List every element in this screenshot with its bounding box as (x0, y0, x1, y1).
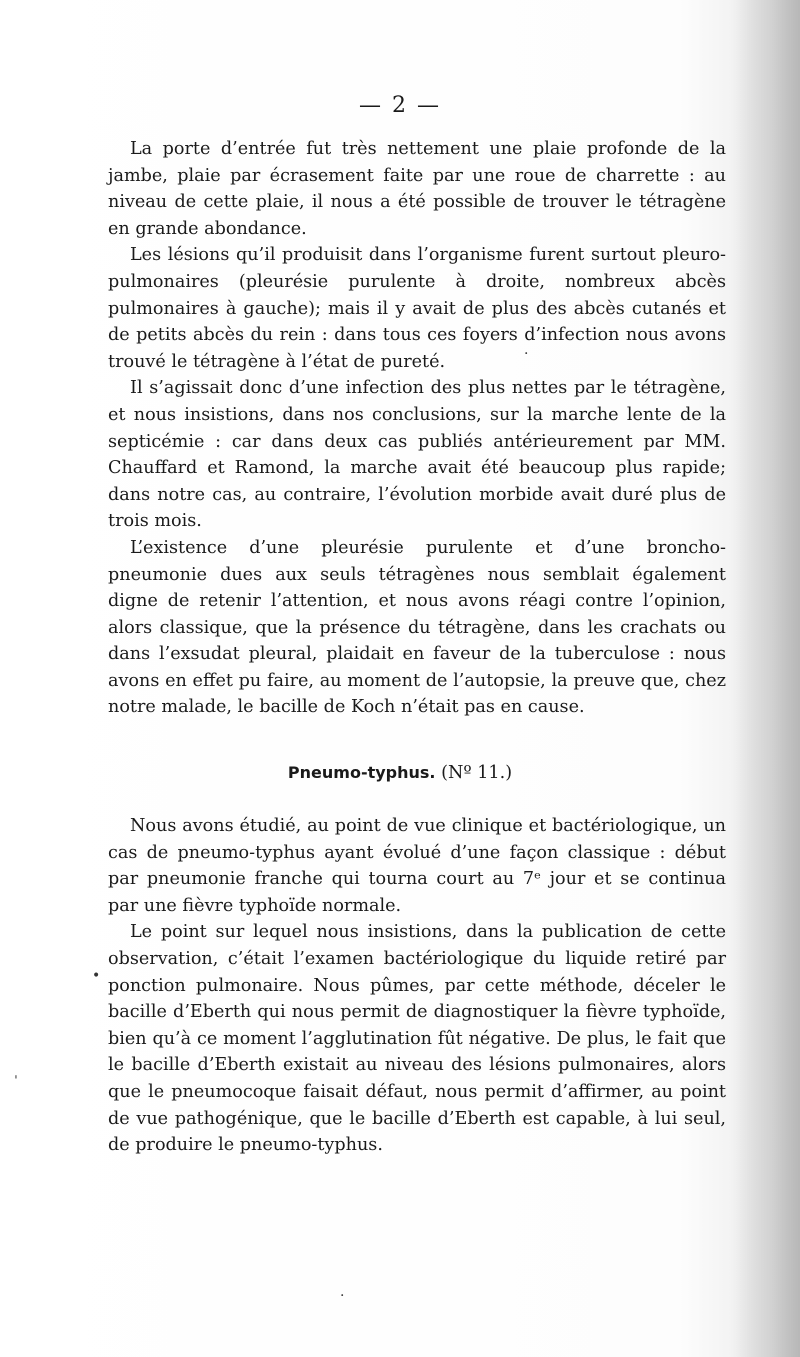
paragraph: Le point sur lequel nous insistions, dans la publication de cette observation, c’était l’examen bactériologique du liquide retiré par ponction pulmonaire. Nous pûmes, par cette méthode, déceler le bacille d’Eberth qui nous permit de diagnostiquer la fièvre typhoïde, bien qu’à ce moment l’agglutination fût négative. De plus, le fait que le bacille d’Eberth existait au niveau des lésions pulmonaires, alors que le pneumocoque faisait défaut, nous permit d’affirmer, au point de vue pathogénique, que le bacille d’Eberth est capable, à lui seul, de produire le pneumo-typhus. (108, 922, 726, 1156)
bleed-through-margin (730, 0, 800, 1357)
text-block-pneumo-typhus (108, 813, 726, 1159)
paragraph: L’existence d’une pleurésie purulente et d’une broncho-pneumonie dues aux seuls tétragènes nous semblait également digne de retenir l’attention, et nous avons réagi contre l’opinion, alors classique, que la présence du tétragène, dans les crachats ou dans l’exsudat pleural, plaidait en faveur de la tuberculose : nous avons en effet pu faire, au moment de l’autopsie, la preuve que, chez notre malade, le bacille de Koch n’était pas en cause. (108, 537, 726, 718)
text-block-tetragene (108, 136, 726, 721)
margin-mark-icon: • (92, 968, 101, 984)
section-title: Pneumo-typhus. (287, 763, 436, 782)
speck-icon: · (340, 1288, 345, 1304)
paragraph: Nous avons étudié, au point de vue clinique et bactériologique, un cas de pneumo-typhus ayant évolué d’une façon classique : début par pneumonie franche qui tourna court au 7ᵉ jour et se continua par une fièvre typhoïde normale. (108, 816, 726, 916)
speck-icon: ˈ (14, 1074, 18, 1090)
paragraph: Les lésions qu’il produisit dans l’organisme furent surtout pleuro-pulmonaires (pleurésie purulente à droite, nombreux abcès pulmonaires à gauche); mais il y avait de plus des abcès cutanés et de petits abcès du rein : dans tous ces foyers d’infection nous avons trouvé le tétragène à l’état de pureté. (108, 245, 726, 372)
speck-icon: · (524, 346, 529, 362)
section-number: (Nº 11.) (441, 763, 513, 783)
page-number: — 2 — (359, 93, 441, 118)
paragraph: La porte d’entrée fut très nettement une plaie profonde de la jambe, plaie par écrasement faite par une roue de charrette : au niveau de cette plaie, il nous a été possible de trouver le tétragène en grande abondance. (108, 139, 726, 239)
section-heading (0, 760, 800, 786)
paragraph: Il s’agissait donc d’une infection des plus nettes par le tétragène, et nous insistions, dans nos conclusions, sur la marche lente de la septicémie : car dans deux cas publiés antérieurement par MM. Chauffard et Ramond, la marche avait été beaucoup plus rapide; dans notre cas, au contraire, l’évolution morbide avait duré plus de trois mois. (108, 378, 726, 532)
